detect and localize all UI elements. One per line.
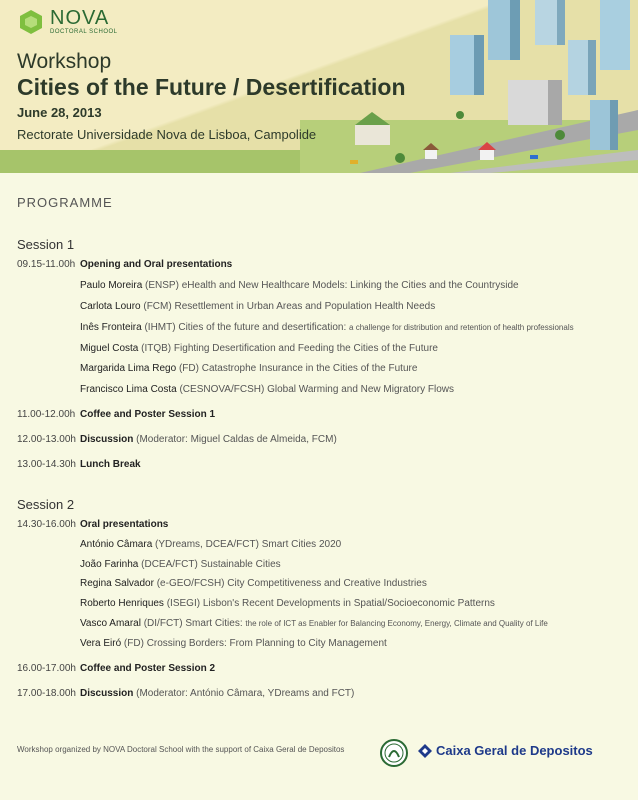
institution: (FD): [121, 638, 147, 649]
talk-title: Sustainable Cities: [200, 559, 281, 570]
talk-item: [80, 539, 341, 550]
speaker: Vasco Amaral: [80, 618, 141, 629]
logo-name: NOVA: [50, 7, 110, 29]
nova-logo: [18, 8, 118, 35]
speaker: Carlota Louro: [80, 301, 141, 312]
speaker: Vera Eiró: [80, 638, 122, 649]
session-1-coffee: [17, 409, 215, 420]
time-slot: 14.30-16.00h: [17, 519, 76, 530]
talk-item: [80, 301, 435, 312]
sponsor-name: Caixa Geral de Depositos: [436, 743, 593, 758]
speaker: Francisco Lima Costa: [80, 384, 177, 395]
workshop-label: Workshop: [17, 50, 112, 73]
institution: (FD): [176, 363, 202, 374]
talk-item: [80, 578, 427, 589]
sponsor-logo: [418, 743, 593, 758]
time-slot: 12.00-13.00h: [17, 434, 76, 445]
talk-item: [80, 618, 548, 629]
header-banner: [0, 0, 638, 173]
speaker: Roberto Henriques: [80, 598, 164, 609]
time-slot: 17.00-18.00h: [17, 688, 76, 699]
session-2-opening: [17, 519, 168, 530]
page-title: Cities of the Future / Desertification: [17, 74, 406, 100]
institution: (IHMT): [141, 322, 179, 333]
talk-item: [80, 598, 495, 609]
programme-heading: PROGRAMME: [17, 195, 113, 210]
talk-title: Smart Cities 2020: [261, 539, 342, 550]
slot-label: Discussion: [80, 688, 134, 699]
talk-item: [80, 280, 519, 291]
talk-title: eHealth and New Healthcare Models: Linking the Cities and the Countryside: [181, 280, 519, 291]
institution: (DCEA/FCT): [138, 559, 201, 570]
speaker: Miguel Costa: [80, 343, 139, 354]
session-2-heading: Session 2: [17, 497, 75, 512]
talk-title: Catastrophe Insurance in the Cities of the Future: [201, 363, 418, 374]
logo-subtitle: DOCTORAL SCHOOL: [50, 29, 118, 35]
talk-title: Cities of the future and desertification:: [178, 322, 350, 333]
talk-title: Smart Cities:: [185, 618, 246, 629]
session-1-discussion: [17, 434, 337, 445]
time-slot: 11.00-12.00h: [17, 409, 76, 420]
talk-item: [80, 559, 281, 570]
talk-title: Lisbon's Recent Developments in Spatial/Socioeconomic Patterns: [202, 598, 495, 609]
talk-title: Resettlement in Urban Areas and Population Health Needs: [174, 301, 436, 312]
institution: (e-GEO/FCSH): [153, 578, 228, 589]
slot-label: Opening and Oral presentations: [80, 259, 233, 270]
institution: (CESNOVA/FCSH): [176, 384, 268, 395]
institution: (ENSP): [142, 280, 182, 291]
speaker: Paulo Moreira: [80, 280, 143, 291]
institution: (DI/FCT): [140, 618, 186, 629]
time-slot: 16.00-17.00h: [17, 663, 76, 674]
institution: (ISEGI): [163, 598, 203, 609]
event-venue: Rectorate Universidade Nova de Lisboa, Campolide: [17, 127, 317, 142]
talk-item: [80, 638, 387, 649]
session-2-coffee: [17, 663, 215, 674]
nova-hexagon-icon: [18, 9, 44, 35]
talk-title-cont: the role of ICT as Enabler for Balancing Economy, Energy, Climate and Quality of Life: [245, 619, 548, 628]
moderator: (Moderator: António Câmara, YDreams and FCT): [133, 688, 355, 699]
session-1-opening: [17, 259, 232, 270]
institution: (FCM): [140, 301, 175, 312]
talk-item: [80, 363, 417, 374]
slot-label: Oral presentations: [80, 519, 169, 530]
speaker: Margarida Lima Rego: [80, 363, 177, 374]
speaker: Inês Fronteira: [80, 322, 142, 333]
session-1-lunch: [17, 459, 141, 470]
time-slot: 13.00-14.30h: [17, 459, 76, 470]
event-date: June 28, 2013: [17, 105, 102, 120]
institution: (YDreams, DCEA/FCT): [152, 539, 262, 550]
talk-item: [80, 322, 574, 333]
moderator: (Moderator: Miguel Caldas de Almeida, FCM): [133, 434, 337, 445]
cgd-mark-icon: [418, 744, 432, 758]
speaker: João Farinha: [80, 559, 139, 570]
speaker: António Câmara: [80, 539, 153, 550]
talk-item: [80, 384, 454, 395]
slot-label: Coffee and Poster Session 1: [80, 409, 216, 420]
talk-title: Global Warming and New Migratory Flows: [267, 384, 455, 395]
talk-title: City Competitiveness and Creative Industries: [227, 578, 427, 589]
session-1-heading: Session 1: [17, 237, 75, 252]
speaker: Regina Salvador: [80, 578, 154, 589]
session-2-discussion: [17, 688, 354, 699]
talk-title-cont: a challenge for distribution and retention of health professionals: [349, 323, 574, 332]
talk-title: Crossing Borders: From Planning to City Management: [146, 638, 387, 649]
slot-label: Discussion: [80, 434, 134, 445]
talk-title: Fighting Desertification and Feeding the Cities of the Future: [173, 343, 438, 354]
university-seal-icon: [380, 739, 408, 767]
slot-label: Lunch Break: [80, 459, 141, 470]
time-slot: 09.15-11.00h: [17, 259, 76, 270]
footer-note: Workshop organized by NOVA Doctoral School with the support of Caixa Geral de Depositos: [17, 745, 345, 754]
talk-item: [80, 343, 438, 354]
slot-label: Coffee and Poster Session 2: [80, 663, 216, 674]
institution: (ITQB): [138, 343, 174, 354]
